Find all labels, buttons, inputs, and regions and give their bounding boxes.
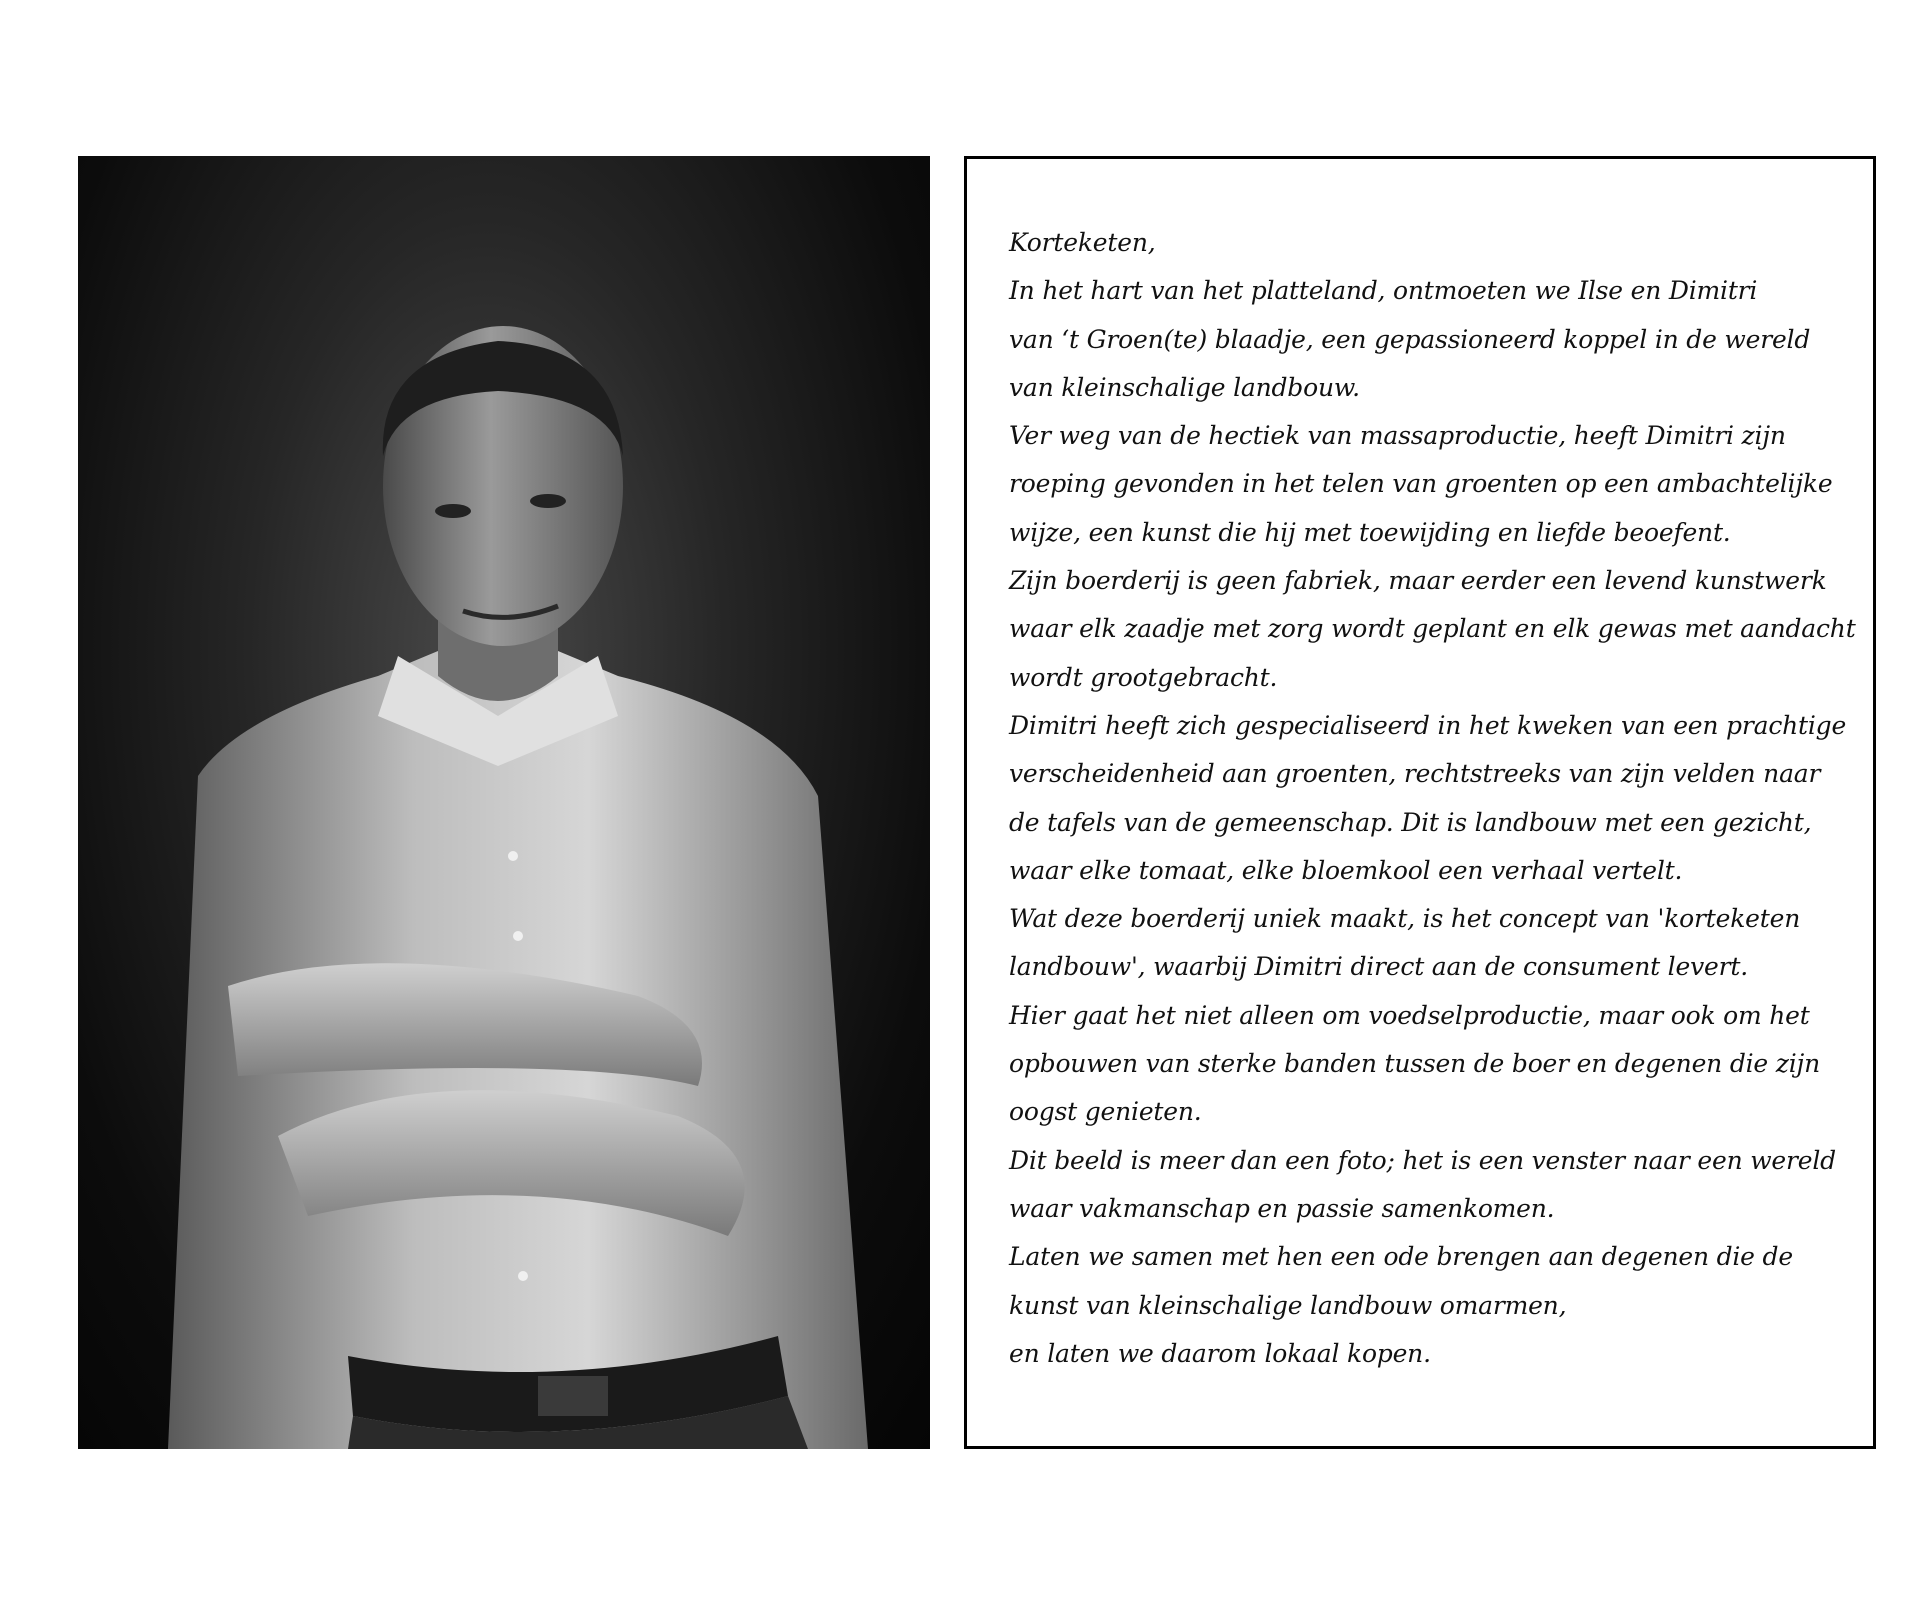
letter-line: waar vakmanschap en passie samenkomen.	[1009, 1193, 1555, 1223]
letter-box	[964, 156, 1876, 1449]
letter-line: wordt grootgebracht.	[1009, 662, 1278, 692]
letter-line: oogst genieten.	[1009, 1097, 1202, 1127]
letter-line: Ver weg van de hectiek van massaproductie, heeft Dimitri zijn	[1009, 421, 1786, 451]
letter-line: Dit beeld is meer dan een foto; het is een venster naar een wereld	[1009, 1145, 1836, 1175]
letter-line: kunst van kleinschalige landbouw omarmen,	[1009, 1290, 1567, 1320]
letter-line: wijze, een kunst die hij met toewijding en liefde beoefent.	[1009, 517, 1731, 547]
letter-line: opbouwen van sterke banden tussen de boer en degenen die zijn	[1009, 1049, 1820, 1079]
letter-line: roeping gevonden in het telen van groenten op een ambachtelijke	[1009, 469, 1833, 499]
letter-line: Hier gaat het niet alleen om voedselproductie, maar ook om het	[1009, 1000, 1810, 1030]
letter-line: Dimitri heeft zich gespecialiseerd in het kweken van een prachtige	[1009, 710, 1847, 740]
letter-line: Wat deze boerderij uniek maakt, is het concept van 'korteketen	[1009, 904, 1801, 934]
letter-line: Zijn boerderij is geen fabriek, maar eerder een levend kunstwerk	[1009, 566, 1827, 596]
portrait-illustration	[78, 156, 930, 1449]
letter-text	[1009, 219, 1856, 1378]
letter-line: waar elk zaadje met zorg wordt geplant en elk gewas met aandacht	[1009, 614, 1856, 644]
letter-line: landbouw', waarbij Dimitri direct aan de consument levert.	[1009, 952, 1748, 982]
letter-line: de tafels van de gemeenschap. Dit is landbouw met een gezicht,	[1009, 807, 1812, 837]
letter-line: verscheidenheid aan groenten, rechtstreeks van zijn velden naar	[1009, 759, 1821, 789]
portrait-photo	[78, 156, 930, 1449]
letter-line: In het hart van het platteland, ontmoeten we Ilse en Dimitri	[1009, 276, 1758, 306]
letter-line: Laten we samen met hen een ode brengen aan degenen die de	[1009, 1242, 1793, 1272]
letter-line: en laten we daarom lokaal kopen.	[1009, 1338, 1431, 1368]
letter-line: van ‘t Groen(te) blaadje, een gepassioneerd koppel in de wereld	[1009, 324, 1811, 354]
letter-line: Korteketen,	[1009, 228, 1156, 257]
letter-line: waar elke tomaat, elke bloemkool een verhaal vertelt.	[1009, 855, 1683, 885]
letter-line: van kleinschalige landbouw.	[1009, 372, 1360, 402]
